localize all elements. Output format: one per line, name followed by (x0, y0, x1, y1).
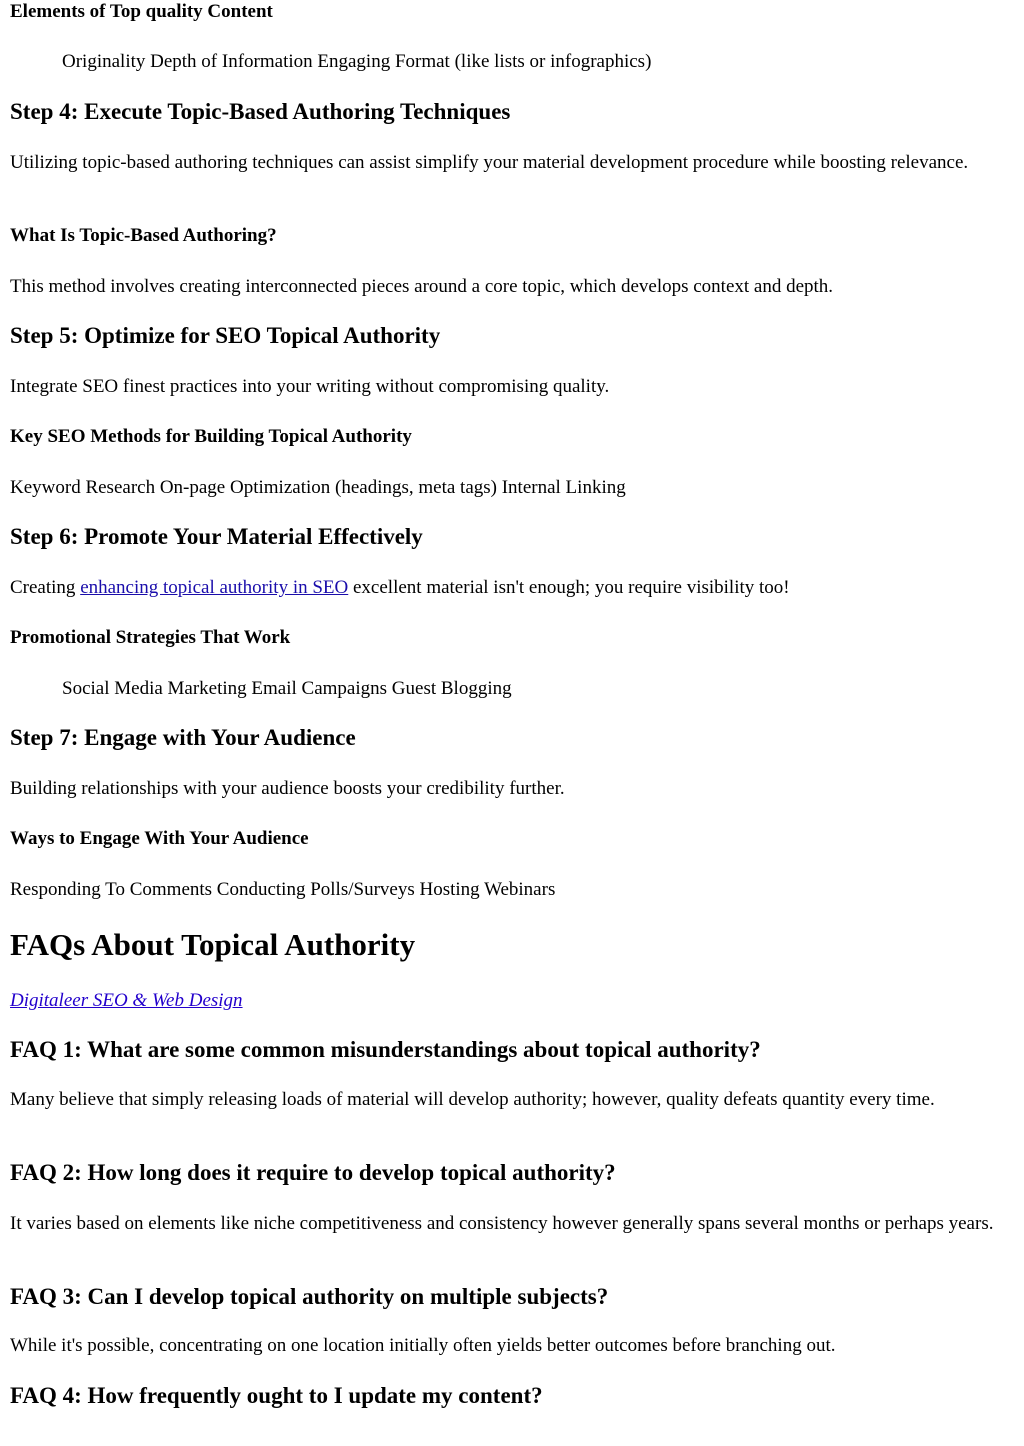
key-seo-list: Keyword Research On-page Optimization (headings, meta tags) Internal Linking (10, 477, 626, 498)
ways-list: Responding To Comments Conducting Polls/Surveys Hosting Webinars (10, 879, 556, 900)
step5-heading: Step 5: Optimize for SEO Topical Authority (10, 323, 441, 348)
faq2-heading: FAQ 2: How long does it require to develop topical authority? (10, 1160, 616, 1185)
faq1-text: Many believe that simply releasing loads of material will develop authority; however, quality defeats quantity every time. (10, 1089, 935, 1110)
promo-list: Social Media Marketing Email Campaigns Guest Blogging (62, 678, 512, 699)
faq2-text: It varies based on elements like niche competitiveness and consistency however generally spans several months or perhaps years. (10, 1213, 994, 1234)
step5-text: Integrate SEO finest practices into your writing without compromising quality. (10, 376, 610, 397)
faqs-link-paragraph (10, 989, 1000, 1012)
step7-heading: Step 7: Engage with Your Audience (10, 725, 356, 750)
what-is-text: This method involves creating interconnected pieces around a core topic, which develops context and depth. (10, 276, 834, 297)
step7-text: Building relationships with your audience boosts your credibility further. (10, 778, 565, 799)
faq1-heading: FAQ 1: What are some common misunderstandings about topical authority? (10, 1037, 761, 1062)
step4-text: Utilizing topic-based authoring techniques can assist simplify your material development procedure while boosting relevance. (10, 152, 969, 173)
elements-list: Originality Depth of Information Engaging Format (like lists or infographics) (62, 51, 652, 72)
step6-text-after: excellent material isn't enough; you require visibility too! (348, 577, 790, 598)
faq3-text: While it's possible, concentrating on one location initially often yields better outcomes before branching out. (10, 1335, 836, 1356)
ways-heading: Ways to Engage With Your Audience (10, 828, 309, 849)
step6-text-before: Creating (10, 577, 81, 598)
elements-heading: Elements of Top quality Content (10, 1, 273, 22)
enhancing-topical-authority-link[interactable]: enhancing topical authority in SEO (80, 577, 349, 598)
what-is-heading: What Is Topic-Based Authoring? (10, 225, 277, 246)
step4-heading: Step 4: Execute Topic-Based Authoring Techniques (10, 99, 511, 124)
digitaleer-link-text: Digitaleer SEO & Web Design (10, 990, 243, 1011)
key-seo-heading: Key SEO Methods for Building Topical Authority (10, 426, 412, 447)
promo-heading: Promotional Strategies That Work (10, 627, 291, 648)
faqs-heading: FAQs About Topical Authority (10, 927, 416, 962)
step6-heading: Step 6: Promote Your Material Effectively (10, 524, 423, 549)
step6-paragraph (10, 576, 1000, 599)
digitaleer-link[interactable] (10, 990, 243, 1011)
faq3-heading: FAQ 3: Can I develop topical authority on multiple subjects? (10, 1284, 609, 1309)
faq4-heading: FAQ 4: How frequently ought to I update my content? (10, 1383, 543, 1408)
